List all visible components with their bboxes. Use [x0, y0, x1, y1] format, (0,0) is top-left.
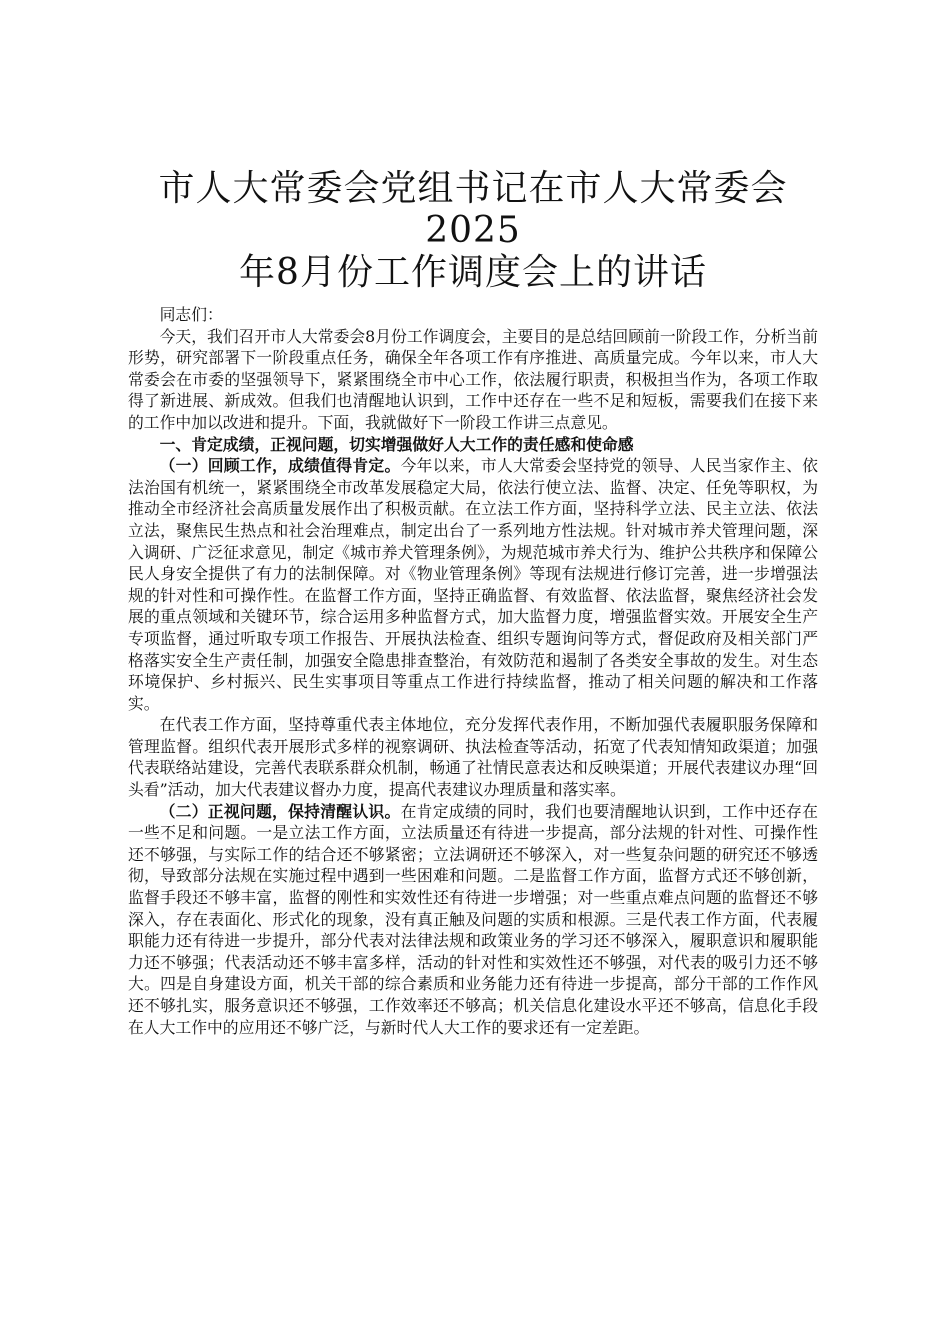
- subsection-2-body: 在肯定成绩的同时，我们也要清醒地认识到，工作中还存在一些不足和问题。一是立法工作方面，立法质量还有待进一步提高，部分法规的针对性、可操作性还不够强，与实际工作的结合还不够紧密；立法调研还不够深入，对一些复杂问题的研究还不够透彻，导致部分法规在实施过程中遇到一些困难和问题。二是监督工作方面，监督方式还不够创新，监督手段还不够丰富，监督的刚性和实效性还有待进一步增强；对一些重点难点问题的监督还不够深入，存在表面化、形式化的现象，没有真正触及问题的实质和根源。三是代表工作方面，代表履职能力还有待进一步提升，部分代表对法律法规和政策业务的学习还不够深入，履职意识和履职能力还不够强；代表活动还不够丰富多样，活动的针对性和实效性还不够强，对代表的吸引力还不够大。四是自身建设方面，机关干部的综合素质和业务能力还有待进一步提高，部分干部的工作作风还不够扎实，服务意识还不够强，工作效率还不够高；机关信息化建设水平还不够高，信息化手段在人大工作中的应用还不够广泛，与新时代人大工作的要求还有一定差距。: [128, 801, 818, 1037]
- section-1-heading: 一、肯定成绩，正视问题，切实增强做好人大工作的责任感和使命感: [159, 434, 634, 454]
- salutation: 同志们：: [159, 305, 223, 324]
- title-line-2: 年8月份工作调度会上的讲话: [239, 252, 707, 293]
- representatives-paragraph: 在代表工作方面，坚持尊重代表主体地位，充分发挥代表作用，不断加强代表履职服务保障和管理监督。组织代表开展形式多样的视察调研、执法检查等活动，拓宽了代表知情知政渠道；加强代表联络站建设，完善代表联系群众机制，畅通了社情民意表达和反映渠道；开展代表建议办理“回头看”活动，加大代表建议督办力度，提高代表建议办理质量和落实率。: [128, 715, 818, 800]
- subsection-1-paragraph: [128, 455, 818, 714]
- document-page: [128, 168, 818, 1038]
- subsection-1-heading: （一）回顾工作，成绩值得肯定。: [159, 456, 401, 476]
- subsection-2-heading: （二）正视问题，保持清醒认识。: [159, 801, 401, 821]
- document-title: [128, 168, 818, 294]
- subsection-2-paragraph: [128, 801, 818, 1039]
- intro-paragraph: 今天，我们召开市人大常委会8月份工作调度会，主要目的是总结回顾前一阶段工作，分析当前形势，研究部署下一阶段重点任务，确保全年各项工作有序推进、高质量完成。今年以来，市人大常委会在市委的坚强领导下，紧紧围绕全市中心工作，依法履行职责，积极担当作为，各项工作取得了新进展、新成效。但我们也清醒地认识到，工作中还存在一些不足和短板，需要我们在接下来的工作中加以改进和提升。下面，我就做好下一阶段工作讲三点意见。: [128, 326, 818, 432]
- subsection-1-body: 今年以来，市人大常委会坚持党的领导、人民当家作主、依法治国有机统一，紧紧围绕全市改革发展稳定大局，依法行使立法、监督、决定、任免等职权，为推动全市经济社会高质量发展作出了积极贡献。在立法工作方面，坚持科学立法、民主立法、依法立法，聚焦民生热点和社会治理难点，制定出台了一系列地方性法规。针对城市养犬管理问题，深入调研、广泛征求意见，制定《城市养犬管理条例》，为规范城市养犬行为、维护公共秩序和保障公民人身安全提供了有力的法制保障。对《物业管理条例》等现有法规进行修订完善，进一步增强法规的针对性和可操作性。在监督工作方面，坚持正确监督、有效监督、依法监督，聚焦经济社会发展的重点领域和关键环节，综合运用多种监督方式，加大监督力度，增强监督实效。开展安全生产专项监督，通过听取专项工作报告、开展执法检查、组织专题询问等方式，督促政府及相关部门严格落实安全生产责任制，加强安全隐患排查整治，有效防范和遏制了各类安全事故的发生。对生态环境保护、乡村振兴、民生实事项目等重点工作进行持续监督，推动了相关问题的解决和工作落实。: [128, 456, 818, 713]
- title-line-1: 市人大常委会党组书记在市人大常委会2025: [158, 168, 788, 251]
